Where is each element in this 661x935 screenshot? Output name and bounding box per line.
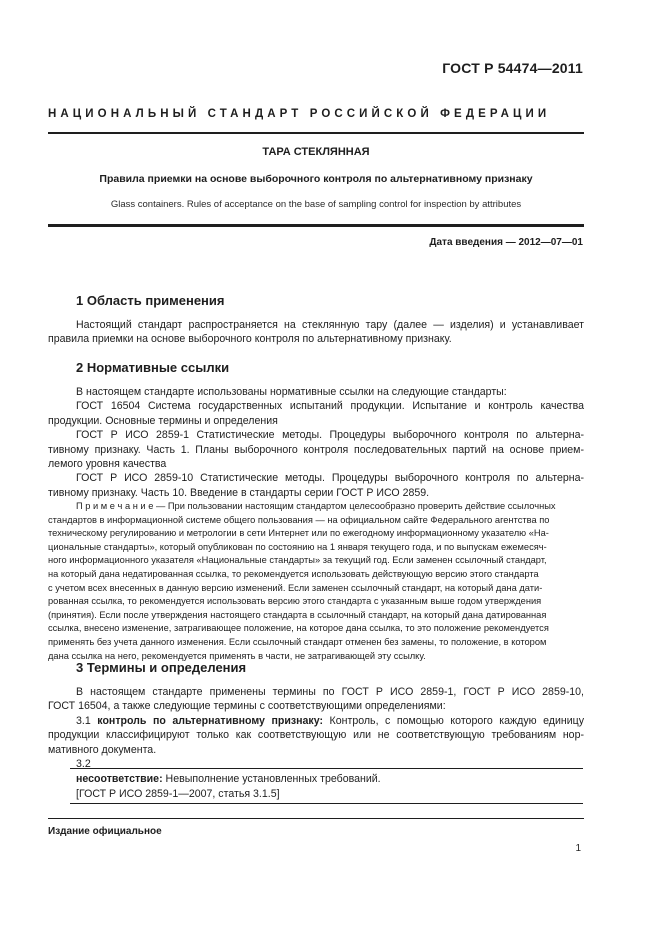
text-line: с учетом всех внесенных в данную версию изменений. Если заменен ссылочный стандарт, на который дана дати- [48, 582, 543, 593]
section-1-heading: 1 Область применения [76, 293, 225, 308]
text-line: продукции. Основные термины и определения [48, 414, 278, 427]
page-number: 1 [575, 843, 581, 854]
text-line: циональные стандарты», который опубликован по состоянию на 1 января текущего года, и по выпускам ежемесяч- [48, 541, 547, 552]
text-line: техническому регулированию и метрологии в сети Интернет или по ежегодному информационному указателю «На- [48, 528, 549, 539]
section-3-text [48, 685, 584, 771]
footer-rule [48, 818, 584, 819]
term-name: несоответствие: [76, 773, 163, 785]
term-definition-box [70, 768, 583, 804]
term-definition: Контроль, с помощью которого каждую единицу [323, 714, 585, 727]
effective-date: Дата введения — 2012—07—01 [429, 237, 583, 248]
text-line: правила приемки на основе выборочного контроля по альтернативному признаку. [48, 333, 452, 346]
official-edition-label: Издание официальное [48, 826, 162, 837]
document-id: ГОСТ Р 54474—2011 [442, 60, 583, 76]
text-line: лемого уровня качества [48, 458, 167, 471]
english-title: Glass containers. Rules of acceptance on the base of sampling control for inspection by attributes [110, 199, 522, 210]
header-rule [48, 132, 584, 134]
term-name: контроль по альтернативному признаку: [97, 714, 324, 727]
note-label: П р и м е ч а н и е [76, 501, 154, 511]
document-subtitle: Правила приемки на основе выборочного контроля по альтернативному признаку [99, 173, 533, 185]
text-line: применять без учета данного изменения. Если ссылочный стандарт отменен без замены, то положение, в котором [48, 636, 547, 647]
text-line: ГОСТ Р ИСО 2859-10 Статистические методы. Процедуры выборочного контроля по альтерна- [76, 472, 584, 485]
term-number: 3.1 [76, 714, 91, 727]
text-line: рованная ссылка, то рекомендуется использовать версию этого стандарта с указанным выше годом утверждения [48, 596, 542, 607]
text-line: продукции классифицируют только как соответствующую или не соответствующую требованиям нор- [48, 729, 584, 742]
text-line: на который дана недатированная ссылка, то рекомендуется использовать действующую версию этого стандарта [48, 568, 539, 579]
text-line: ГОСТ 16504, а также следующие термины с соответствующими определениями: [48, 700, 446, 713]
text-line: (принятия). Если после утверждения настоящего стандарта в ссылочный стандарт, на который дана датированная [48, 609, 547, 620]
text-line: ссылка, внесено изменение, затрагивающее положение, на которое дана ссылка, то это положение рекомендуется [48, 623, 549, 634]
section-2-note [48, 500, 584, 663]
text-line: В настоящем стандарте применены термины по ГОСТ Р ИСО 2859-1, ГОСТ Р ИСО 2859-10, [76, 686, 584, 698]
text-line: тивному признаку. Часть 1. Планы выборочного контроля последовательных партий на основе прием- [48, 443, 584, 456]
text-line: — При пользовании настоящим стандартом целесообразно проверить действие ссылочных [153, 501, 556, 511]
term-definition: Невыполнение установленных требований. [162, 773, 381, 785]
text-line: ГОСТ Р ИСО 2859-1 Статистические методы. Процедуры выборочного контроля по альтерна- [76, 429, 584, 442]
text-line: стандартов в информационной системе общего пользования — на официальном сайте Федерального агентства по [48, 514, 550, 525]
text-line: Настоящий стандарт распространяется на стеклянную тару (далее — изделия) и устанавливает [76, 319, 584, 331]
document-title: ТАРА СТЕКЛЯННАЯ [262, 146, 370, 158]
national-standard-heading: НАЦИОНАЛЬНЫЙ СТАНДАРТ РОССИЙСКОЙ ФЕДЕРАЦИИ [48, 108, 551, 120]
section-2-text [48, 385, 584, 500]
section-3-heading: 3 Термины и определения [76, 660, 247, 675]
text-line: ГОСТ 16504 Система государственных испытаний продукции. Испытание и контроль качества [76, 400, 584, 413]
text-line: мативного документа. [48, 743, 157, 756]
text-line: ного информационного указателя «Национальные стандарты» за текущий год. Если заменен ссылочный стандарт, [48, 555, 547, 566]
text-line: дана ссылка на него, рекомендуется применять в части, не затрагивающей эту ссылку. [48, 650, 426, 661]
section-2-heading: 2 Нормативные ссылки [76, 360, 230, 375]
term-reference: [ГОСТ Р ИСО 2859-1—2007, статья 3.1.5] [76, 788, 280, 800]
text-line: В настоящем стандарте использованы нормативные ссылки на следующие стандарты: [76, 386, 507, 398]
title-rule [48, 224, 584, 227]
section-1-text [48, 318, 584, 347]
term-number: 3.2 [76, 758, 91, 771]
text-line: тивному признаку. Часть 10. Введение в стандарты серии ГОСТ Р ИСО 2859. [48, 486, 430, 499]
